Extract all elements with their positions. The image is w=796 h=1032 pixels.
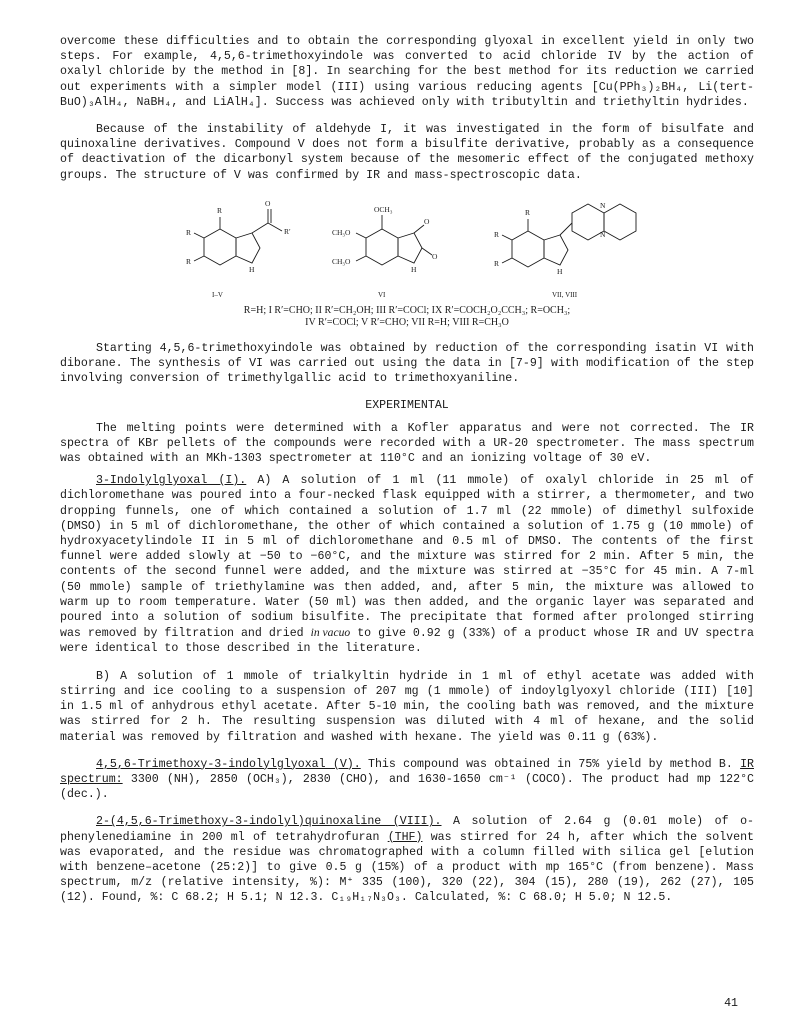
figure-caption-line-1: R=H; I R′=CHO; II R′=CH₂OH; III R′=COCl; IX R′=COCH₂O₂CCH₃; R=OCH₃; [243, 304, 571, 316]
atom-r-left-1: R [186, 227, 192, 237]
atom-ch3o-vi-b: CH₃O [332, 256, 351, 266]
section-title-trimethoxy-glyoxal: 4,5,6-Trimethoxy-3-indolylglyoxal (V). [96, 757, 361, 771]
chemical-structures-figure [60, 193, 754, 305]
paragraph-8-body: A solution of 2.64 g (0.01 mole) of o-phenylenediamine in 200 ml of tetrahydrofuran [60, 815, 754, 844]
paragraph-1: overcome these difficulties and to obtain the corresponding glyoxal in excellent yield in only two steps. For example, 4,5,6-trimethoxyindole was converted to acid chloride IV by the action of oxalyl chloride by the method in [8]. In searching for the best method for its reduction we carried out experiments with a simpler model (III) using various reducing agents [Cu(PPh₃)₂BH₄, Li(tert-BuO)₃AlH₄, NaBH₄, and LiAlH₄]. Success was achieved only with tributyltin and triethyltin hydrides. [60, 35, 754, 109]
atom-h-1: H [249, 264, 255, 274]
section-title-indolylglyoxal: 3-Indolylglyoxal (I). [96, 474, 247, 488]
paragraph-4: The melting points were determined with a Kofler apparatus and were not corrected. The IR spectra of KBr pellets of the compounds were recorded with a UR-20 spectrometer. The mass spectrum was obtained with an MKh-1303 spectrometer at 110°C and an ionizing voltage of 30 eV. [60, 421, 754, 466]
paragraph-8-end: was stirred for 24 h, after which the solvent was evaporated, and the residue was chromatographed with a column filled with silica gel [elution with benzene–acetone (25:2)] to give 0.5 g (15%) of a product with mp 165°C (from benzene). Mass spectrum, m/z (relative intensity, %): M⁺ 335 (100), 320 (22), 304 (15), 280 (19), 262 (27), 105 (12). Found, %: C 68.2; H 5.1; N 12.3. C₁₉H₁₇N₃O₃. Calculated, %: C 68.0; H 5.0; N 12.5. [60, 830, 754, 905]
paragraph-3: Starting 4,5,6-trimethoxyindole was obtained by reduction of the corresponding isatin VI with diborane. The synthesis of VI was carried out using the data in [7-9] with modification of the step involving conversion of trimethylgallic acid to trimethoxyaniline. [60, 341, 754, 386]
atom-r-prime: R′ [284, 226, 291, 236]
atom-n-a: N [600, 200, 606, 210]
atom-h-vi: H [411, 264, 417, 274]
atom-h-3: H [557, 266, 563, 276]
paragraph-5-end: to give 0.92 g (33%) of a product whose IR and UV spectra were identical to those described in the literature. [60, 627, 755, 656]
atom-r-bottom-1: R [186, 256, 192, 266]
label-structure-1: I–V [212, 290, 223, 299]
experimental-heading: EXPERIMENTAL [365, 399, 449, 413]
paragraph-7-end: 3300 (NH), 2850 (OCH₃), 2830 (CHO), and 1630-1650 cm⁻¹ (COCO). The product had mp 122°C (dec.). [60, 772, 754, 802]
paragraph-6: B) A solution of 1 mmole of trialkyltin hydride in 1 ml of ethyl acetate was added with stirring and ice cooling to a suspension of 207 mg (1 mmole) of indoylglyoxyl chloride (III) [10] in 1.5 ml of anhydrous ethyl acetate. After 5-10 min, the cooling bath was removed, and the mixture was stirred for 2 h. The resulting suspension was diluted with 4 ml of hexane, and the solid material was removed by filtration and washed with hexane. The yield was 0.11 g (63%). [60, 669, 754, 744]
atom-r-top-3: R [525, 207, 531, 217]
thf-abbrev: (THF) [387, 830, 423, 844]
atom-r-bottom-3: R [494, 258, 500, 268]
ir-spectrum-label: IR spectrum: [60, 757, 754, 786]
paragraph-5 [60, 473, 754, 656]
paper-page [60, 34, 754, 906]
atom-ch3o-vi-a: CH₃O [332, 227, 351, 237]
atom-och3-vi: OCH₃ [374, 204, 393, 214]
paragraph-8 [60, 814, 754, 905]
paragraph-2: Because of the instability of aldehyde I, it was investigated in the form of bisulfate and quinoxaline derivatives. Compound V does not form a bisulfite derivative, probably as a consequence of deactivation of the dicarbonyl system because of the mesomeric effect of the conjugated methoxy groups. The structure of V was confirmed by IR and mass-spectroscopic data. [60, 123, 754, 182]
atom-n-b: N [600, 229, 606, 239]
atom-o-1: O [265, 198, 271, 208]
paragraph-7 [60, 757, 754, 803]
paragraph-5-italic: in vacuo [310, 626, 351, 640]
label-structure-3: VII, VIII [552, 290, 578, 299]
structures-svg [60, 193, 754, 305]
section-title-quinoxaline: 2-(4,5,6-Trimethoxy-3-indolyl)quinoxaline (VIII). [96, 815, 442, 829]
figure-caption-line-2: IV R′=COCl; V R′=CHO; VII R=H; VIII R=CH₃O [305, 316, 509, 328]
atom-o-vi-a: O [424, 216, 430, 226]
atom-o-vi-b: O [432, 251, 438, 261]
atom-r-left-3: R [494, 229, 500, 239]
label-structure-2: VI [378, 290, 386, 299]
atom-r-top-1: R [217, 205, 223, 215]
paragraph-5-body: A) A solution of 1 ml (11 mmole) of oxalyl chloride in 25 ml of dichloromethane was poured into a four-necked flask equipped with a stirrer, a thermometer, and two dropping funnels, one of which contained a solution of 1.7 ml (22 mmole) of dimethyl sulfoxide (DMSO) in 5 ml of dichloromethane, the other of which contained a solution of 1.75 g (10 mmole) of hydroxyacetylindole II in 5 ml of dichloromethane and 0.5 ml of DMSO. The contents of the first funnel were added slowly at −50 to −60°C, and the mixture was stirred for 2 min. After 5 min, the contents of the second funnel were added, and the mixture was stirred at −35°C for 45 min. A 7-ml (50 mmole) sample of triethylamine was then added, and, after 5 min, the mixture was allowed to warm up to room temperature. Water (50 ml) was then added, and the organic layer was separated and poured into a solution of sodium bisulfite. The precipitate that formed after prolonged stirring was removed by filtration and dried [60, 474, 754, 641]
indole-structure-1 [194, 209, 282, 265]
page-number: 41 [724, 997, 738, 1010]
paragraph-7-body: This compound was obtained in 75% yield by method B. [360, 757, 741, 771]
quinoxaline-structure-vii [502, 204, 636, 267]
isatin-structure-vi [356, 215, 432, 265]
